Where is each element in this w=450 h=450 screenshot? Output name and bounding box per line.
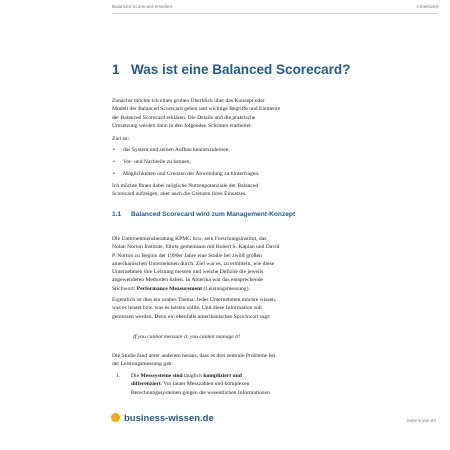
text-run: Stichwort: (112, 285, 137, 292)
term-bold: Messsysteme sind (140, 373, 183, 379)
text-line: gemessen werden. Denn ein ebenfalls amerikanisches Sprichwort sagt: (112, 313, 271, 320)
term-bold: kompliziert und (203, 373, 242, 379)
text-line: Berechnungssystemen gingen die wesentlichen Informationen (131, 389, 270, 396)
header-right-text: Arbeitszeit (416, 4, 438, 9)
bullet-text: Möglichkeiten und Grenzen der Anwendung zu hinterfragen. (123, 171, 260, 177)
text-line: Scorecard aufzeigen, aber auch die Grenzen ihres Einsatzes. (112, 191, 247, 198)
bullet-icon: • (113, 147, 115, 153)
goal-label: Ziel ist: (112, 136, 130, 142)
text-line (112, 285, 330, 293)
body-paragraph-1 (112, 235, 330, 293)
logo-text: business-wissen.de (124, 413, 214, 424)
intro-paragraph-2 (112, 182, 330, 199)
chapter-title: Was ist eine Balanced Scorecard? (131, 62, 351, 77)
text-line: amerikanischen Unternehmen durch. Ziel war es, zu ermitteln, wie diese (112, 260, 275, 267)
text-line: P. Norton zu Beginn der 1990er Jahre eine Studie bei zwölf großen (112, 252, 262, 259)
bullet-icon: • (113, 159, 115, 165)
body-paragraph-3 (112, 352, 330, 369)
section-number: 1.1 (112, 211, 122, 218)
list-number: 1. (116, 373, 121, 379)
business-wissen-logo[interactable] (111, 413, 214, 425)
chapter-heading (112, 62, 412, 77)
term-bold: Performance Measurement (136, 285, 203, 292)
bullet-text: Vor- und Nachteile zu kennen, (123, 159, 191, 165)
text-line: Umsetzung werden dann in den folgenden Schritten erarbeitet. (112, 122, 253, 129)
text-line: Eigentlich ist dies ein uraltes Thema: Jedes Unternehmen möchte wissen, (112, 297, 277, 303)
text-line (131, 372, 330, 380)
text-run: tauglich (182, 373, 204, 379)
text-line: Die Unternehmensberatung KPMG bzw. sein Forschungsinstitut, das (112, 236, 267, 242)
text-run: (Leistungsmessung). (202, 285, 250, 292)
intro-paragraph (112, 97, 330, 130)
page-number: Seite 5 von 84 (406, 418, 436, 423)
text-line: Zunächst möchte ich einen groben Überblick über das Konzept oder (112, 98, 265, 104)
text-line (131, 380, 330, 388)
chapter-number: 1 (112, 62, 120, 77)
quote: If you cannot measure it, you cannot manage it! (133, 334, 241, 340)
text-line: Unternehmen ihre Leistung messen und welche Defizite die jeweils (112, 269, 264, 276)
running-header (112, 4, 438, 14)
logo-dot-icon (111, 413, 120, 422)
text-run: Die (131, 373, 141, 379)
section-title: Balanced Scorecard wird zum Management-Konzept (131, 211, 296, 218)
bullet-icon: • (113, 171, 115, 177)
text-line: Modell der Balanced Scorecard geben und wichtige Begriffe und Elemente (112, 106, 281, 113)
header-left-text: Balanced Scorecard erstellen (112, 4, 173, 9)
text-line: Ich möchte Ihnen dabei mögliche Nutzenpotenziale der Balanced (112, 183, 259, 189)
text-line: was es leistet bzw. was es leisten sollte. Und diese Information soll (112, 305, 262, 312)
text-line: angewendeten Methoden haben. In Amerika war das entsprechende (112, 277, 263, 284)
text-run: . Vor lauter Messzahlen und komplexen (160, 381, 250, 388)
text-line: der Leistungsmessung gab: (112, 361, 173, 368)
body-paragraph-2 (112, 296, 330, 321)
text-line: Die Studie fand unter anderem heraus, dass es drei zentrale Probleme bei (112, 353, 276, 359)
bullet-text: das System und seinen Aufbau kennenzulernen, (123, 147, 230, 153)
term-bold: differenziert (131, 381, 161, 388)
text-line: der Balanced Scorecard erklären. Die Details und die praktische (112, 114, 256, 121)
list-text (131, 372, 330, 397)
text-line: Nolan Norton Institute, führte gemeinsam mit Robert S. Kaplan und David (112, 244, 280, 251)
